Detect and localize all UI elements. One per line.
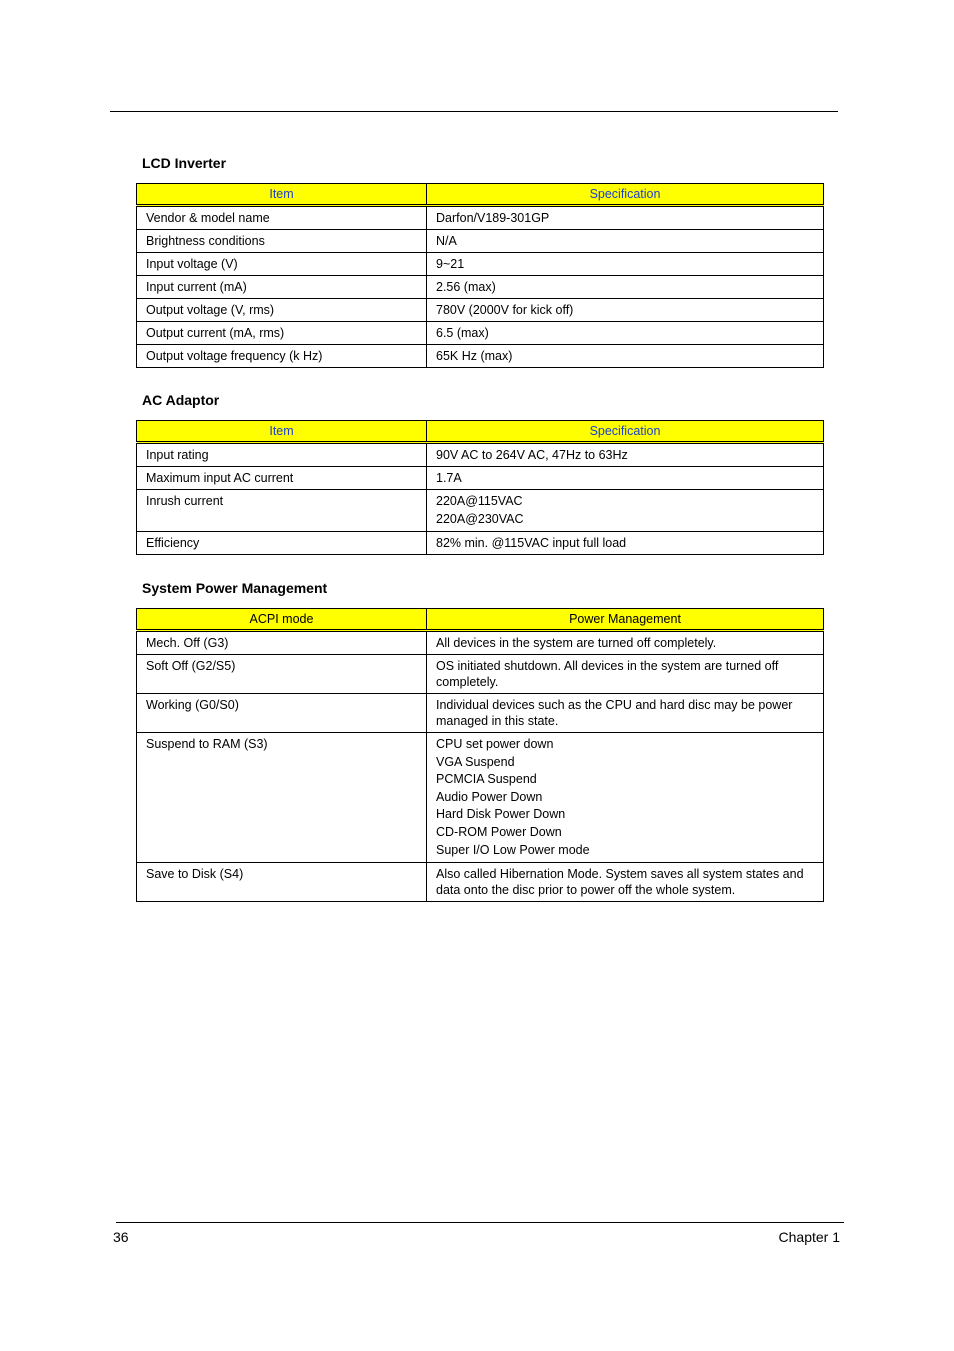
lcd-inverter-table xyxy=(136,183,824,368)
cell-line: 220A@115VAC xyxy=(436,494,523,508)
row-value-cell: OS initiated shutdown. All devices in the system are turned off completely. xyxy=(427,655,824,694)
table-row xyxy=(137,863,824,902)
row-value-cell: 1.7A xyxy=(427,467,824,490)
row-value-cell: 82% min. @115VAC input full load xyxy=(427,532,824,555)
lcd-inverter-body xyxy=(137,206,824,368)
row-label-cell: Output voltage frequency (k Hz) xyxy=(137,345,427,368)
cell-line: CD-ROM Power Down xyxy=(436,824,562,839)
row-value-cell xyxy=(427,490,824,532)
row-label-cell: Soft Off (G2/S5) xyxy=(137,655,427,694)
row-value-cell: 90V AC to 264V AC, 47Hz to 63Hz xyxy=(427,443,824,467)
table-row xyxy=(137,733,824,863)
row-label-cell: Suspend to RAM (S3) xyxy=(137,733,427,863)
header-item: Item xyxy=(137,421,427,443)
cell-line: VGA Suspend xyxy=(436,754,515,769)
ac-adaptor-body xyxy=(137,443,824,555)
row-label-cell: Vendor & model name xyxy=(137,206,427,230)
header-rule xyxy=(110,111,838,112)
table-row xyxy=(137,467,824,490)
table-row xyxy=(137,253,824,276)
cell-line: Audio Power Down xyxy=(436,789,543,804)
table-row xyxy=(137,532,824,555)
table-row xyxy=(137,631,824,655)
table-row xyxy=(137,230,824,253)
row-value-cell: 2.56 (max) xyxy=(427,276,824,299)
row-value-cell: Also called Hibernation Mode. System saves all system states and data onto the disc prior to power off the whole system. xyxy=(427,863,824,902)
row-label-cell: Maximum input AC current xyxy=(137,467,427,490)
row-value-cell: 65K Hz (max) xyxy=(427,345,824,368)
header-acpi-mode: ACPI mode xyxy=(137,609,427,631)
power-management-table xyxy=(136,608,824,902)
row-label-cell: Input voltage (V) xyxy=(137,253,427,276)
row-label-cell: Output voltage (V, rms) xyxy=(137,299,427,322)
power-management-body xyxy=(137,631,824,902)
row-value-cell: Individual devices such as the CPU and hard disc may be power managed in this state. xyxy=(427,694,824,733)
header-item: Item xyxy=(137,184,427,206)
cell-line: Hard Disk Power Down xyxy=(436,807,566,822)
row-label-cell: Save to Disk (S4) xyxy=(137,863,427,902)
row-value-cell: 780V (2000V for kick off) xyxy=(427,299,824,322)
table-row xyxy=(137,655,824,694)
footer-rule xyxy=(116,1222,844,1223)
cell-line: PCMCIA Suspend xyxy=(436,772,537,787)
table-row xyxy=(137,276,824,299)
table-row xyxy=(137,345,824,368)
section-title-lcd-inverter: LCD Inverter xyxy=(142,155,227,171)
table-header-row xyxy=(137,421,824,443)
cell-line: Super I/O Low Power mode xyxy=(436,842,590,857)
table-row xyxy=(137,694,824,733)
cell-line: 220A@230VAC xyxy=(436,511,524,526)
header-power-management: Power Management xyxy=(427,609,824,631)
row-value-cell xyxy=(427,733,824,863)
row-value-cell: 9~21 xyxy=(427,253,824,276)
header-specification: Specification xyxy=(427,421,824,443)
row-label-cell: Output current (mA, rms) xyxy=(137,322,427,345)
section-title-power-management: System Power Management xyxy=(142,580,328,596)
page-number: 36 xyxy=(113,1229,129,1245)
chapter-label: Chapter 1 xyxy=(778,1229,840,1245)
row-label-cell: Efficiency xyxy=(137,532,427,555)
table-header-row xyxy=(137,609,824,631)
row-value-cell: N/A xyxy=(427,230,824,253)
row-label-cell: Inrush current xyxy=(137,490,427,532)
row-label-cell: Input current (mA) xyxy=(137,276,427,299)
cell-line: CPU set power down xyxy=(436,737,554,751)
row-value-cell: 6.5 (max) xyxy=(427,322,824,345)
table-header-row xyxy=(137,184,824,206)
table-row xyxy=(137,206,824,230)
table-row xyxy=(137,322,824,345)
row-value-cell: All devices in the system are turned off completely. xyxy=(427,631,824,655)
section-title-ac-adaptor: AC Adaptor xyxy=(142,392,220,408)
row-label-cell: Brightness conditions xyxy=(137,230,427,253)
table-row xyxy=(137,299,824,322)
table-row xyxy=(137,443,824,467)
table-row xyxy=(137,490,824,532)
header-specification: Specification xyxy=(427,184,824,206)
row-value-cell: Darfon/V189-301GP xyxy=(427,206,824,230)
ac-adaptor-table xyxy=(136,420,824,555)
row-label-cell: Mech. Off (G3) xyxy=(137,631,427,655)
row-label-cell: Working (G0/S0) xyxy=(137,694,427,733)
row-label-cell: Input rating xyxy=(137,443,427,467)
